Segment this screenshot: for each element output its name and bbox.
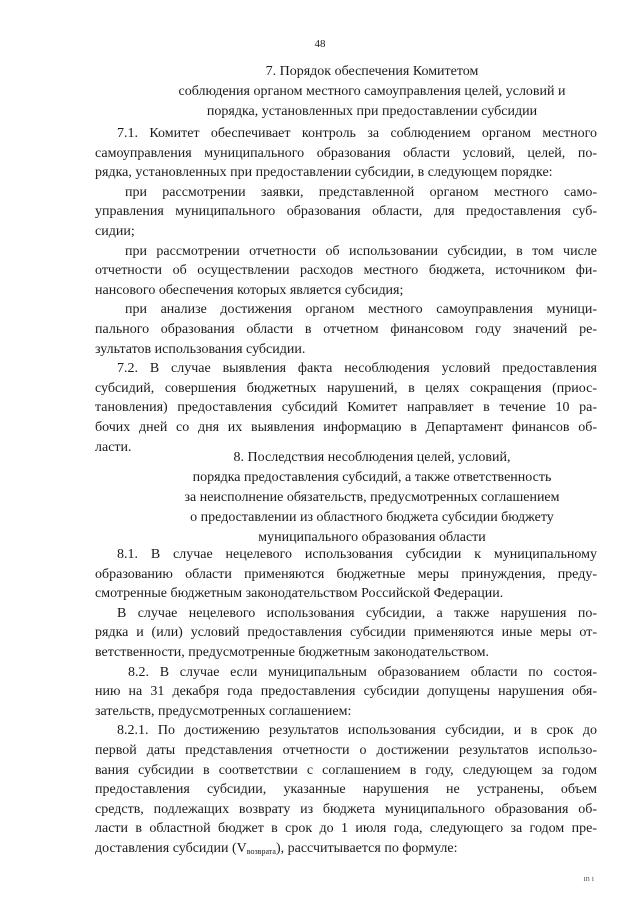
heading-line: муниципального образования области [258, 530, 486, 545]
text-line: тановления) предоставления субсидий Комитет направляет в течение 10 ра- [95, 400, 597, 416]
section-8-body [95, 545, 597, 862]
heading-line: порядка предоставления субсидий, а также ответственность [192, 470, 552, 485]
formula-subscript: возврата [246, 846, 276, 856]
formula-intro-after: ), рассчитывается по формуле: [275, 840, 458, 856]
paragraph-8-1 [95, 545, 597, 604]
paragraph-application-review [95, 183, 597, 242]
text-line: рядка и (или) условий предоставления субсидии применяются иные меры от- [95, 625, 597, 641]
text-line: при рассмотрении заявки, представленной органом местного само- [125, 184, 597, 200]
text-line: зательств, предусмотренных соглашением: [95, 703, 352, 719]
text-line: образованию области применяются бюджетные меры принуждения, преду- [95, 566, 597, 582]
paragraph-results-analysis [95, 300, 597, 359]
text-line: отчетности об осуществлении расходов местного бюджета, источником фи- [95, 263, 597, 279]
text-line: ветственности, предусмотренные бюджетным законодательством. [95, 644, 490, 660]
text-line: рядка, установленных при предоставлении субсидии, в следующем порядке: [95, 165, 553, 181]
text-line: 7.1. Комитет обеспечивает контроль за соблюдением органом местного [117, 126, 597, 141]
section-7-heading [92, 62, 640, 122]
text-line: первой даты представления отчетности о достижении результатов использо- [95, 742, 597, 758]
heading-line: за неисполнение обязательств, предусмотренных соглашением [184, 490, 560, 505]
text-line: ласти. [95, 439, 132, 455]
text-line: смотренные бюджетным законодательством Российской Федерации. [95, 586, 504, 602]
formula-intro-line [95, 839, 597, 862]
text-line: сидии; [95, 223, 135, 239]
text-line: нию на 31 декабря года предоставления субсидии допущены нарушения обя- [95, 684, 597, 700]
text-line: 8.2.1. По достижению результатов использования субсидии, и в срок до [117, 723, 597, 739]
text-line: предоставления субсидии, указанные нарушения не устранены, объем [95, 782, 597, 798]
paragraph-7-1 [95, 124, 597, 183]
text-line: средств, подлежащих возврату из бюджета муниципального образования об- [95, 801, 597, 817]
page-number: 48 [314, 38, 326, 50]
section-8-heading [92, 448, 640, 548]
paragraph-8-2-1 [95, 721, 597, 861]
scan-corner-mark: ın ı [583, 874, 594, 883]
text-line: 8.2. В случае если муниципальным образованием области по состоя- [128, 664, 597, 680]
paragraph-report-review [95, 242, 597, 301]
heading-line: 8. Последствия несоблюдения целей, условий, [233, 450, 511, 465]
heading-line: о предоставлении из областного бюджета субсидии бюджету [190, 510, 554, 525]
paragraph-7-2 [95, 359, 597, 457]
paragraph-8-2 [95, 663, 597, 722]
text-line: 8.1. В случае нецелевого использования субсидии к муниципальному [117, 547, 597, 562]
text-line: зультатов использования субсидии. [95, 341, 306, 357]
text-line: управления муниципального образования области, для предоставления суб- [95, 204, 597, 220]
text-line: при анализе достижения органом местного самоуправления муници- [125, 302, 597, 318]
text-line: при рассмотрении отчетности об использовании субсидии, в том числе [125, 243, 597, 259]
heading-line: порядка, установленных при предоставлении субсидии [206, 104, 538, 119]
text-line: вания субсидии в соответствии с соглашением в году, следующем за годом [95, 762, 597, 778]
formula-intro-before: доставления субсидии (V [95, 840, 247, 856]
heading-line: 7. Порядок обеспечения Комитетом [265, 64, 479, 79]
section-7-body [95, 124, 597, 457]
text-line: нансового обеспечения которых является субсидия; [95, 282, 404, 298]
text-line: ласти в областной бюджет в срок до 1 июля года, следующего за годом пре- [95, 821, 597, 837]
text-line: бочих дней со дня их выявления информацию в Департамент финансов об- [95, 419, 597, 435]
text-line: субсидий, совершения бюджетных нарушений, в целях сокращения (приос- [95, 380, 597, 396]
text-line: самоуправления муниципального образования области условий, целей, по- [95, 145, 597, 161]
text-line: В случае нецелевого использования субсидии, а также нарушения по- [117, 605, 597, 621]
text-line: 7.2. В случае выявления факта несоблюдения условий предоставления [117, 361, 597, 377]
text-line: пального образования области в отчетном финансовом году значений ре- [95, 321, 597, 337]
heading-line: соблюдения органом местного самоуправления целей, условий и [178, 84, 566, 99]
paragraph-misuse [95, 604, 597, 663]
